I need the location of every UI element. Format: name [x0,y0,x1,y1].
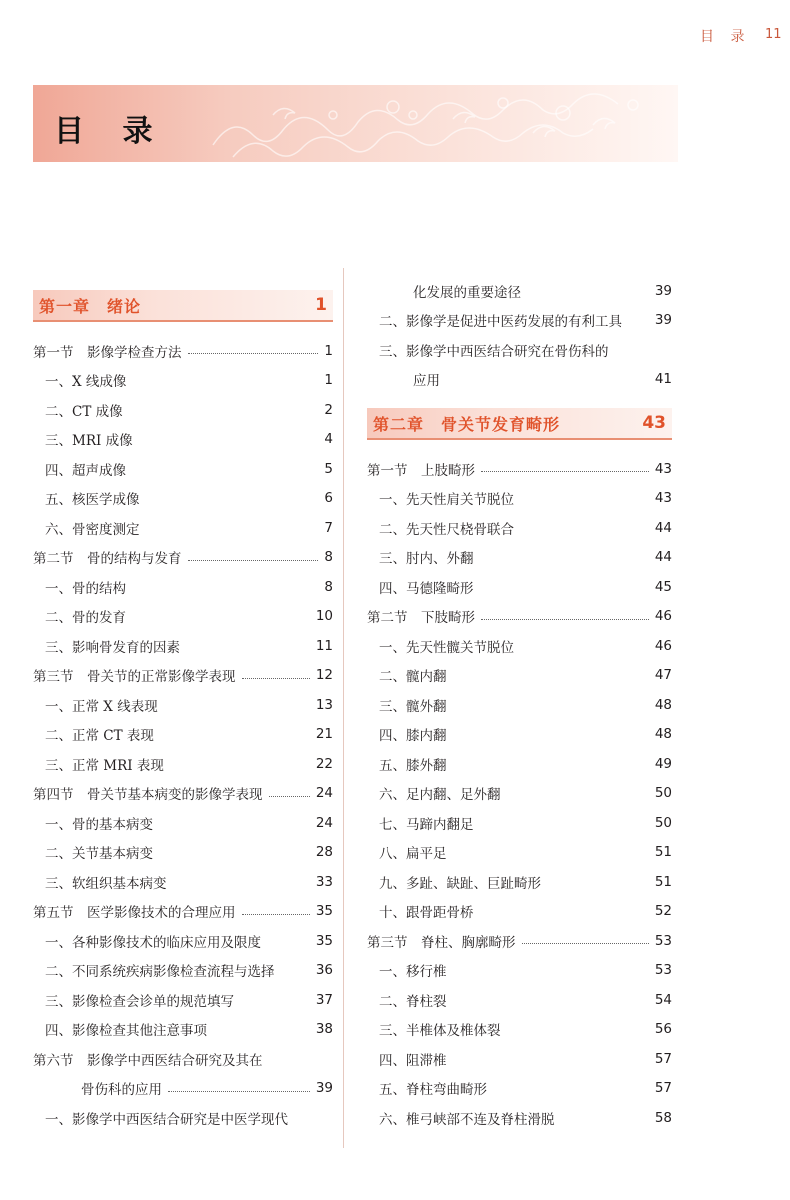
toc-right-column [367,276,672,1133]
toc-entry-title: 第六节 影像学中西医结合研究及其在 [33,1052,263,1069]
toc-entry-title: 第二章 骨关节发育畸形 [373,414,561,434]
toc-entry [367,808,672,838]
toc-page-number: 44 [654,519,672,536]
toc-entry-title: 第一节 上肢畸形 [367,462,475,479]
toc-entry-title: 二、髋内翻 [379,669,447,686]
toc-page-number: 35 [315,903,333,920]
toc-entry [33,572,333,602]
toc-entry-title: 第一章 绪论 [39,296,142,316]
toc-entry-title: 六、椎弓峡部不连及脊柱滑脱 [379,1111,555,1128]
column-divider [343,268,344,1148]
toc-section [33,543,333,573]
toc-page-number: 48 [654,726,672,743]
toc-page-number: 8 [324,578,333,595]
toc-entry [367,897,672,927]
toc-entry-title: 三、半椎体及椎体裂 [379,1023,501,1040]
toc-entry-title: 应用 [413,373,440,390]
toc-entry [367,484,672,514]
toc-page-number: 38 [315,1021,333,1038]
toc-page-number: 11 [315,637,333,654]
toc-entry [367,572,672,602]
toc-entry-title: 第五节 医学影像技术的合理应用 [33,905,236,922]
toc-section [33,1044,333,1074]
dot-leader [269,796,310,797]
toc-entry-title: 四、阻滞椎 [379,1052,447,1069]
toc-entry [367,276,672,306]
page-number: 11 [765,27,782,42]
toc-section [33,661,333,691]
toc-entry [367,1015,672,1045]
toc-page-number: 46 [654,608,672,625]
toc-entry-title: 二、先天性尺桡骨联合 [379,521,514,538]
toc-entry-title: 一、各种影像技术的临床应用及限度 [45,934,261,951]
toc-entry-title: 一、影像学中西医结合研究是中医学现代 [45,1111,288,1128]
toc-entry-title: 六、足内翻、足外翻 [379,787,501,804]
toc-entry-title: 九、多趾、缺趾、巨趾畸形 [379,875,541,892]
toc-page-number: 28 [315,844,333,861]
running-header-title: 目 录 [700,29,751,45]
toc-entry [367,513,672,543]
toc-entry [367,749,672,779]
toc-entry-title: 二、骨的发育 [45,610,126,627]
toc-page-number: 5 [324,460,333,477]
toc-page-number: 33 [315,873,333,890]
toc-page-number: 46 [654,637,672,654]
toc-entry [33,749,333,779]
toc-entry [367,661,672,691]
toc-entry-title: 三、软组织基本病变 [45,875,167,892]
dot-leader [168,1091,310,1092]
toc-entry-title: 四、超声成像 [45,462,126,479]
toc-entry [367,1044,672,1074]
toc-entry [33,1074,333,1104]
toc-left-column [33,276,333,1133]
toc-page-number: 37 [315,991,333,1008]
dot-leader [522,943,649,944]
toc-entry [367,985,672,1015]
toc-entry-title: 五、膝外翻 [379,757,447,774]
toc-page-number: 36 [315,962,333,979]
toc-entry [33,602,333,632]
toc-entry-title: 一、X 线成像 [45,374,127,391]
toc-page-number: 45 [654,578,672,595]
toc-entry-title: 二、不同系统疾病影像检查流程与选择 [45,964,275,981]
toc-entry-title: 第二节 下肢畸形 [367,610,475,627]
toc-page-number: 43 [654,490,672,507]
toc-entry-title: 三、影像检查会诊单的规范填写 [45,993,234,1010]
toc-page-number: 39 [654,282,672,299]
toc-page-number: 52 [654,903,672,920]
toc-entry [367,543,672,573]
toc-entry-title: 第三节 骨关节的正常影像学表现 [33,669,236,686]
toc-entry [367,779,672,809]
toc-chapter [367,408,672,440]
toc-entry-title: 二、影像学是促进中医药发展的有利工具 [379,314,622,331]
toc-page-number: 1 [315,295,327,315]
toc-entry-title: 二、关节基本病变 [45,846,153,863]
toc-section [367,926,672,956]
toc-entry-title: 三、髋外翻 [379,698,447,715]
toc-page-number: 53 [654,932,672,949]
toc-entry-title: 三、影像学中西医结合研究在骨伤科的 [379,343,609,360]
toc-entry-title: 四、影像检查其他注意事项 [45,1023,207,1040]
toc-page-number: 48 [654,696,672,713]
toc-entry [33,985,333,1015]
toc-entry-title: 三、肘内、外翻 [379,551,474,568]
toc-page-number: 22 [315,755,333,772]
toc-entry [33,631,333,661]
toc-entry-title: 二、正常 CT 表现 [45,728,154,745]
toc-page-number: 50 [654,785,672,802]
toc-entry [33,1015,333,1045]
toc-page-number: 39 [654,312,672,329]
toc-page-number: 41 [654,371,672,388]
toc-entry-title: 二、脊柱裂 [379,993,447,1010]
toc-entry-title: 一、先天性肩关节脱位 [379,492,514,509]
toc-page-number: 56 [654,1021,672,1038]
toc-entry-title: 三、正常 MRI 表现 [45,757,164,774]
toc-page-number: 1 [324,372,333,389]
toc-entry [33,720,333,750]
toc-page-number: 44 [654,549,672,566]
toc-section [367,454,672,484]
toc-entry [367,720,672,750]
toc-page-number: 21 [315,726,333,743]
toc-page-number: 10 [315,608,333,625]
toc-page-number: 51 [654,873,672,890]
toc-entry-title: 一、正常 X 线表现 [45,698,158,715]
toc-entry [367,867,672,897]
toc-entry [33,395,333,425]
toc-entry-title: 五、脊柱弯曲畸形 [379,1082,487,1099]
toc-entry-title: 一、骨的结构 [45,580,126,597]
page-title: 目 录 [54,114,167,149]
toc-page-number: 43 [642,413,666,433]
toc-page-number: 57 [654,1080,672,1097]
dot-leader [481,619,649,620]
toc-page-number: 43 [654,460,672,477]
toc-entry [33,1103,333,1133]
toc-section [33,779,333,809]
toc-entry [367,1103,672,1133]
toc-entry-title: 第三节 脊柱、胸廓畸形 [367,934,516,951]
toc-entry [33,513,333,543]
toc-entry-title: 第一节 影像学检查方法 [33,344,182,361]
toc-entry-title: 八、扁平足 [379,846,447,863]
toc-section [33,336,333,366]
toc-entry-title: 三、影响骨发育的因素 [45,639,180,656]
toc-entry [367,690,672,720]
toc-page-number: 1 [324,342,333,359]
toc-page-number: 58 [654,1109,672,1126]
toc-section [367,602,672,632]
toc-page-number: 6 [324,490,333,507]
toc-entry-title: 三、MRI 成像 [45,433,133,450]
toc-entry [33,454,333,484]
toc-entry [33,690,333,720]
toc-page-number: 50 [654,814,672,831]
toc-entry [367,365,672,395]
toc-entry [367,1074,672,1104]
toc-entry [367,631,672,661]
dot-leader [242,678,310,679]
toc-entry-title: 十、跟骨距骨桥 [379,905,474,922]
toc-page-number: 49 [654,755,672,772]
toc-page-number: 35 [315,932,333,949]
toc-entry [33,926,333,956]
toc-entry-title: 一、移行椎 [379,964,447,981]
toc-page-number: 12 [315,667,333,684]
toc-page-number: 47 [654,667,672,684]
toc-page-number: 54 [654,991,672,1008]
toc-chapter [33,290,333,322]
toc-entry [33,366,333,396]
toc-page-number: 51 [654,844,672,861]
toc-entry [367,956,672,986]
toc-entry [33,956,333,986]
toc-entry-title: 一、先天性髋关节脱位 [379,639,514,656]
toc-page-number: 24 [315,814,333,831]
toc-section [33,897,333,927]
toc-entry-title: 六、骨密度测定 [45,521,140,538]
toc-entry-title: 第二节 骨的结构与发育 [33,551,182,568]
toc-entry-title: 四、膝内翻 [379,728,447,745]
toc-page-number: 53 [654,962,672,979]
toc-entry-title: 第四节 骨关节基本病变的影像学表现 [33,787,263,804]
toc-page-number: 39 [315,1080,333,1097]
toc-entry-title: 化发展的重要途径 [413,284,521,301]
toc-page-number: 2 [324,401,333,418]
toc-page-number: 24 [315,785,333,802]
toc-page-number: 7 [324,519,333,536]
toc-entry-title: 一、骨的基本病变 [45,816,153,833]
toc-entry-title: 四、马德隆畸形 [379,580,474,597]
dot-leader [242,914,310,915]
dot-leader [188,353,319,354]
toc-entry [33,484,333,514]
toc-entry [33,867,333,897]
toc-page-number: 13 [315,696,333,713]
dot-leader [188,560,319,561]
toc-entry-title: 骨伤科的应用 [81,1082,162,1099]
toc-entry-title: 二、CT 成像 [45,403,123,420]
toc-entry-title: 五、核医学成像 [45,492,140,509]
toc-entry-title: 七、马蹄内翻足 [379,816,474,833]
toc-entry [33,838,333,868]
toc-entry [367,335,672,365]
toc-entry [33,425,333,455]
toc-entry [367,306,672,336]
toc-entry [33,808,333,838]
toc-page-number: 57 [654,1050,672,1067]
toc-entry [367,838,672,868]
toc-page-number: 4 [324,431,333,448]
toc-page-number: 8 [324,549,333,566]
dot-leader [481,471,649,472]
